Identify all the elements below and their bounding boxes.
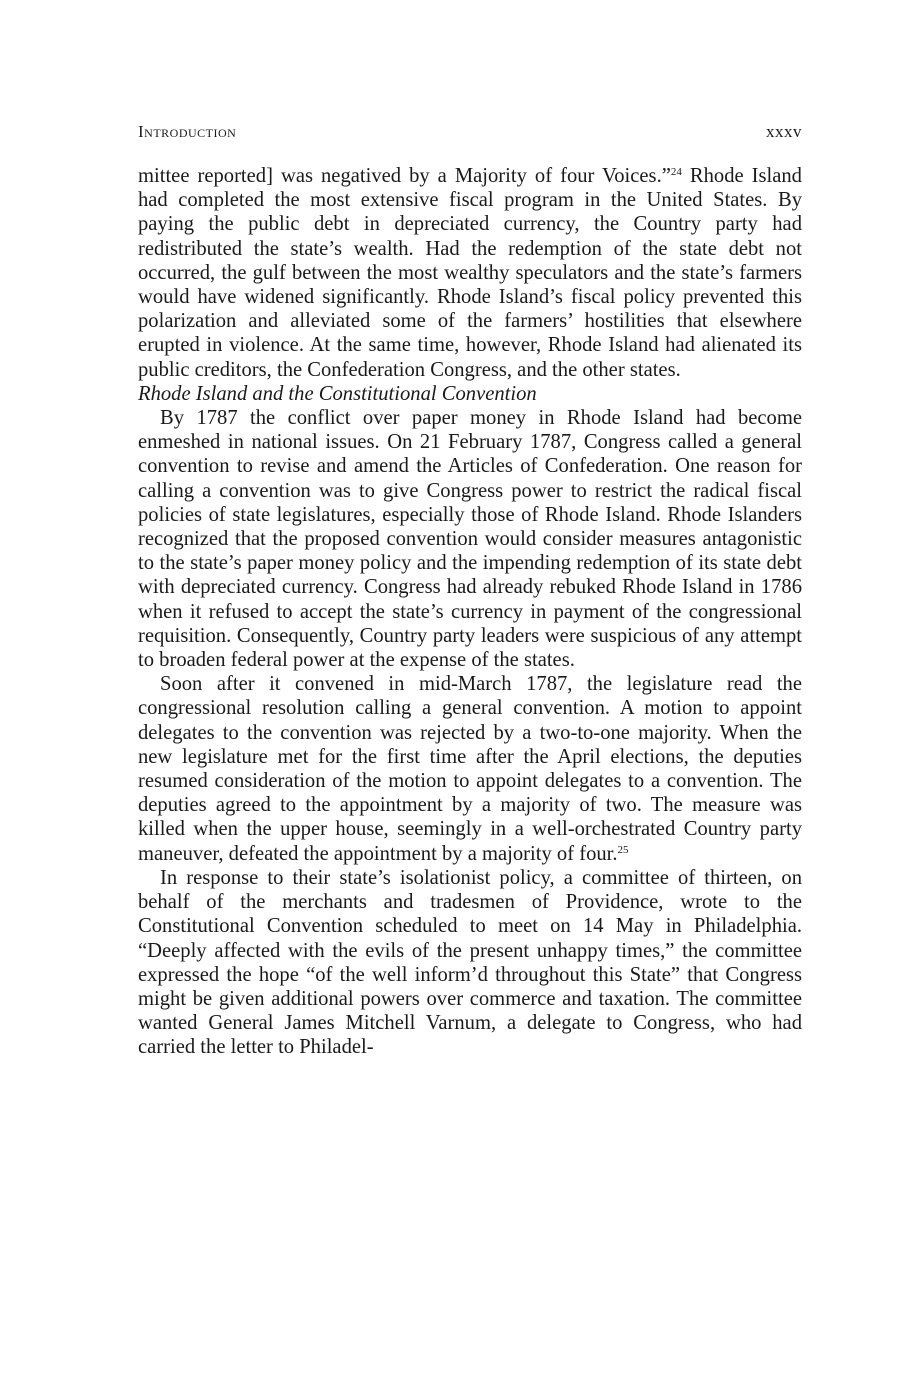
footnote-ref-25: 25 (617, 843, 629, 856)
paragraph-3-text: Soon after it convened in mid-March 1787, the legislature read the congressional resolution calling a general convention. A motion to appoint delegates to the convention was rejected by a two-to-one majority. When the new legislature met for the first time after the April elections, the deputies resumed consideration of the motion to appoint delegates to a convention. The deputies agreed to the appointment by a majority of two. The measure was killed when the upper house, seemingly in a well-orchestrated Country party maneuver, defeated the appointment by a majority of four. (138, 673, 802, 865)
paragraph-3 (138, 672, 802, 866)
section-heading: Rhode Island and the Constitutional Convention (138, 382, 537, 405)
paragraph-2: By 1787 the conflict over paper money in Rhode Island had become enmeshed in national issues. On 21 February 1787, Congress called a general convention to revise and amend the Articles of Confederation. One reason for calling a convention was to give Congress power to restrict the radical fiscal policies of state legislatures, especially those of Rhode Island. Rhode Islanders recognized that the proposed convention would consider measures antagonistic to the state’s paper money policy and the impending redemption of its state debt with depreciated currency. Congress had already rebuked Rhode Island in 1786 when it refused to accept the state’s currency in payment of the congressional requisition. Consequently, Country party leaders were suspicious of any attempt to broaden federal power at the expense of the states. (138, 407, 802, 672)
running-head-title: Introduction (138, 122, 237, 141)
footnote-ref-24: 24 (670, 166, 682, 178)
page-number: xxxv (766, 122, 802, 141)
paragraph-1-text-cont: Rhode Island had completed the most extensive fiscal program in the United States. By paying the public debt in depreciated currency, the Country party had redistributed the state’s wealth. Had the redemption of the state debt not occurred, the gulf between the most wealthy speculators and the state’s farmers would have widened significantly. Rhode Island’s fiscal policy prevented this polarization and alleviated some of the farmers’ hostilities that elsewhere erupted in violence. At the same time, however, Rhode Island had alienated its public creditors, the Confederation Congress, and the other states. (138, 165, 802, 381)
paragraph-1 (138, 164, 802, 382)
paragraph-4: In response to their state’s isolationist policy, a committee of thirteen, on behalf of the merchants and tradesmen of Providence, wrote to the Constitutional Convention scheduled to meet on 14 May in Philadelphia. “Deeply affected with the evils of the present unhappy times,” the committee expressed the hope “of the well inform’d throughout this State” that Congress might be given additional powers over commerce and taxation. The committee wanted General James Mitchell Varnum, a delegate to Congress, who had carried the letter to Philadel- (138, 866, 802, 1059)
running-head (138, 122, 802, 142)
paragraph-1-text: mittee reported] was negatived by a Majority of four Voices.” (138, 165, 671, 187)
body-text (138, 164, 802, 1060)
book-page (138, 122, 802, 1060)
